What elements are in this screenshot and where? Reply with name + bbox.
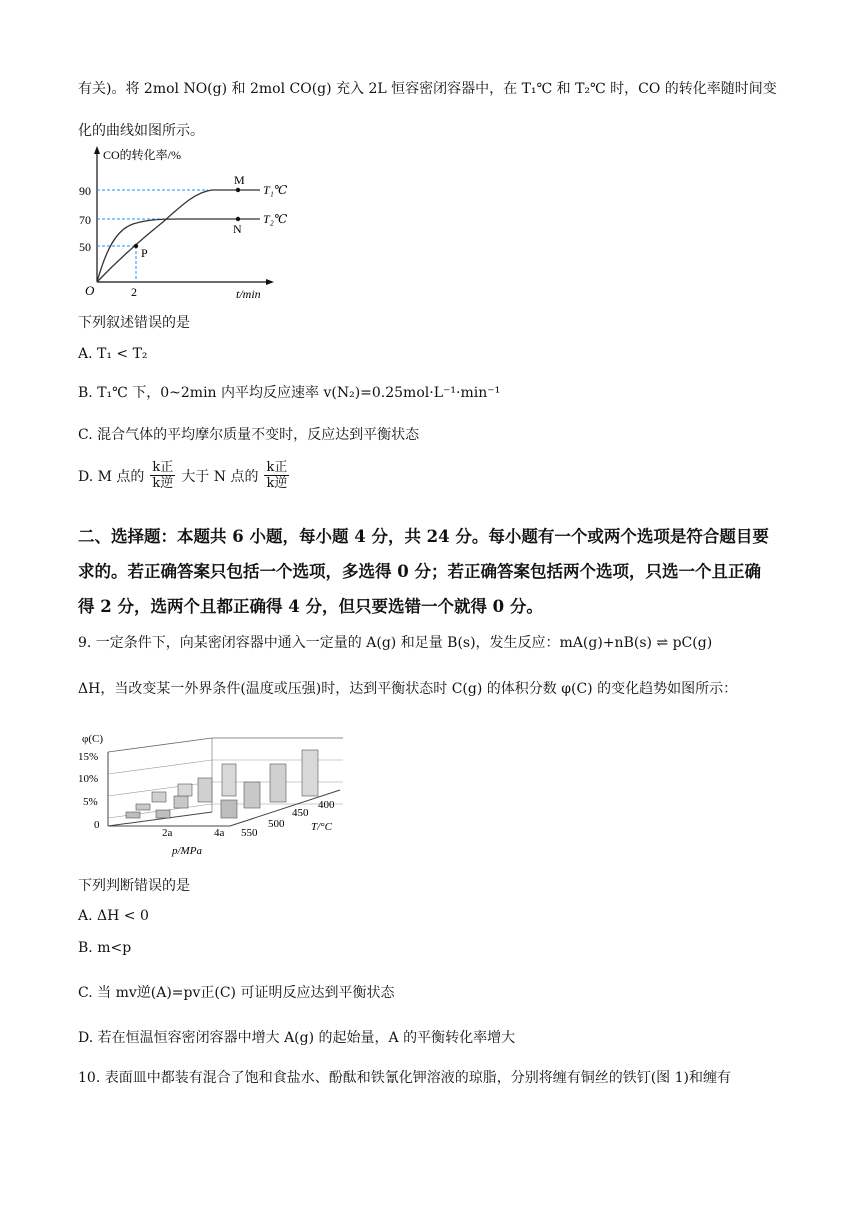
conversion-time-graph [78,142,308,304]
chart-t-label: T/°C [311,821,332,833]
graph-y-label: CO的转化率/% [103,148,182,162]
point-m [236,188,240,192]
label-m: M [234,173,245,187]
q8-stem-line-1: 有关)。将 2mol NO(g) 和 2mol CO(g) 充入 2L 恒容密闭容器中，在 T₁℃ 和 T₂℃ 时，CO 的转化率随时间变 [78,81,777,97]
x-tick-2: 2 [131,285,137,299]
label-t2: T₂℃ [263,212,288,226]
q8-option-c: C. 混合气体的平均摩尔质量不变时，反应达到平衡状态 [78,427,420,443]
q9-option-a: A. ΔH < 0 [78,908,149,924]
chart-y-label: φ(C) [82,733,104,745]
graph-origin: O [85,283,95,298]
curve-t1 [97,190,260,282]
q9-stem-line-2: ΔH，当改变某一外界条件(温度或压强)时，达到平衡状态时 C(g) 的体积分数 φ(C) 的变化趋势如图所示： [78,681,738,697]
q9-option-b: B. m<p [78,940,132,956]
section2-line-3: 得 2 分，选两个且都正确得 4 分，但只要选错一个就得 0 分。 [78,597,543,616]
fraction-m-den: k逆 [152,476,174,491]
chart-y-tick-5: 5% [83,796,98,808]
graph-x-label: t/min [236,287,261,301]
label-n: N [233,222,242,236]
chart-x-tick-4a: 4a [214,827,225,839]
x-axis-arrow [266,279,274,285]
fraction-n [264,460,289,491]
chart-y-tick-0: 0 [94,819,100,831]
q9-stem-line-1: 9. 一定条件下，向某密闭容器中通入一定量的 A(g) 和足量 B(s)，发生反应：mA(g)+nB(s) ⇌ pC(g) [78,635,713,651]
q8-option-d-pre: D. M 点的 [78,468,145,485]
fraction-n-num: k正 [266,460,288,475]
q8-option-a: A. T₁ < T₂ [78,346,148,362]
q9-option-c: C. 当 mv逆(A)=pv正(C) 可证明反应达到平衡状态 [78,985,395,1001]
q9-prompt: 下列判断错误的是 [78,878,190,894]
fraction-m [150,460,175,491]
q8-stem-line-2: 化的曲线如图所示。 [78,123,204,139]
q8-option-b: B. T₁℃ 下，0~2min 内平均反应速率 v(N₂)=0.25mol·L⁻¹·min⁻¹ [78,385,501,401]
label-p: P [141,246,148,260]
chart-t-tick-500: 500 [268,818,285,830]
section2-line-2: 求的。若正确答案只包括一个选项，多选得 0 分；若正确答案包括两个选项，只选一个且正确 [78,562,761,581]
fraction-m-num: k正 [152,460,174,475]
phi-c-3d-chart [78,712,350,864]
y-axis-arrow [94,146,100,154]
y-tick-50: 50 [79,240,91,254]
q8-option-d [78,460,295,491]
q10-stem-line-1: 10. 表面皿中都装有混合了饱和食盐水、酚酞和铁氰化钾溶液的琼脂，分别将缠有铜丝的铁钉(图 1)和缠有 [78,1070,731,1086]
q8-prompt: 下列叙述错误的是 [78,315,190,331]
chart-t-tick-450: 450 [292,807,309,819]
chart-x-tick-2a: 2a [162,827,173,839]
point-n [236,217,240,221]
chart-t-tick-550: 550 [241,827,258,839]
chart-y-tick-15: 15% [78,751,99,763]
q9-option-d: D. 若在恒温恒容密闭容器中增大 A(g) 的起始量，A 的平衡转化率增大 [78,1030,516,1046]
point-p [134,244,138,248]
bar-row-450 [152,764,286,802]
grid-15 [108,760,212,774]
chart-y-tick-10: 10% [78,773,99,785]
y-tick-90: 90 [79,184,91,198]
section2-line-1: 二、选择题：本题共 6 小题，每小题 4 分，共 24 分。每小题有一个或两个选项是符合题目要 [78,527,769,546]
wall-top-1 [108,738,212,752]
label-t1: T₁℃ [263,183,288,197]
fraction-n-den: k逆 [266,476,288,491]
chart-t-tick-400: 400 [318,799,335,811]
q8-option-d-mid: 大于 N 点的 [181,468,259,485]
chart-x-label: p/MPa [172,845,202,857]
y-tick-70: 70 [79,213,91,227]
